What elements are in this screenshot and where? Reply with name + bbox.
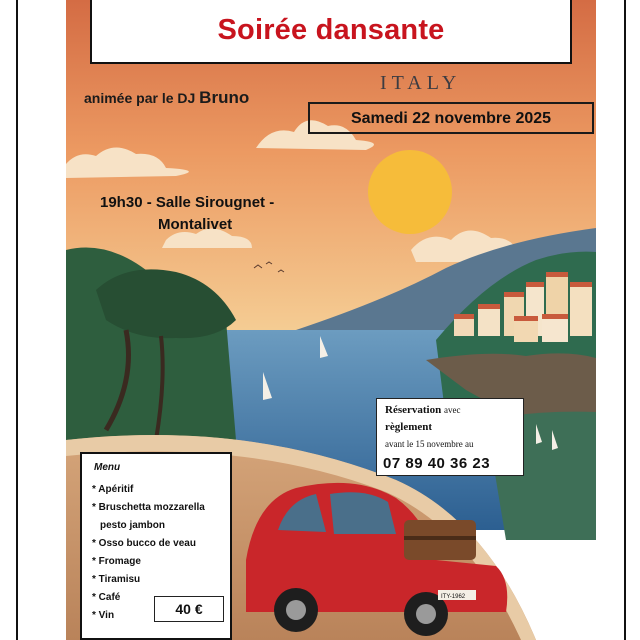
dj-line	[84, 88, 249, 108]
venue-line-2: Montalivet	[158, 216, 233, 233]
reservation-line-2: règlement	[385, 421, 433, 433]
reservation-title: Réservation	[385, 404, 442, 416]
event-date: Samedi 22 novembre 2025	[350, 110, 552, 127]
menu-item: * Osso bucco de veau	[92, 538, 196, 549]
reservation-box	[376, 398, 524, 476]
date-box	[308, 102, 594, 134]
page-title: Soirée dansante	[217, 14, 445, 46]
menu-item: * Bruschetta mozzarella	[92, 502, 205, 513]
price: 40 €	[175, 601, 203, 617]
dj-name: Bruno	[199, 88, 250, 107]
page-border-right	[624, 0, 626, 640]
price-box	[154, 596, 224, 622]
menu-item: * Apéritif	[92, 484, 134, 495]
menu-item: * Tiramisu	[92, 574, 141, 585]
reservation-deadline: avant le 15 novembre au	[385, 439, 474, 449]
menu-title: Menu	[94, 462, 121, 473]
reservation-suffix: avec	[443, 405, 461, 415]
menu-item: * Fromage	[92, 556, 141, 567]
page-border-left	[16, 0, 18, 640]
menu-item: pesto jambon	[100, 520, 166, 531]
sun	[368, 150, 452, 234]
menu-item: * Vin	[92, 610, 115, 621]
poster-caption: ITALY	[380, 72, 462, 94]
venue-line-1: 19h30 - Salle Sirougnet -	[100, 194, 275, 211]
menu-item: * Café	[92, 592, 121, 603]
title-box	[90, 0, 572, 64]
reservation-phone: 07 89 40 36 23	[383, 455, 491, 472]
plate-text: ITY-1962	[441, 594, 466, 600]
dj-prefix: animée par le DJ	[84, 90, 196, 106]
reservation-label	[385, 404, 460, 416]
